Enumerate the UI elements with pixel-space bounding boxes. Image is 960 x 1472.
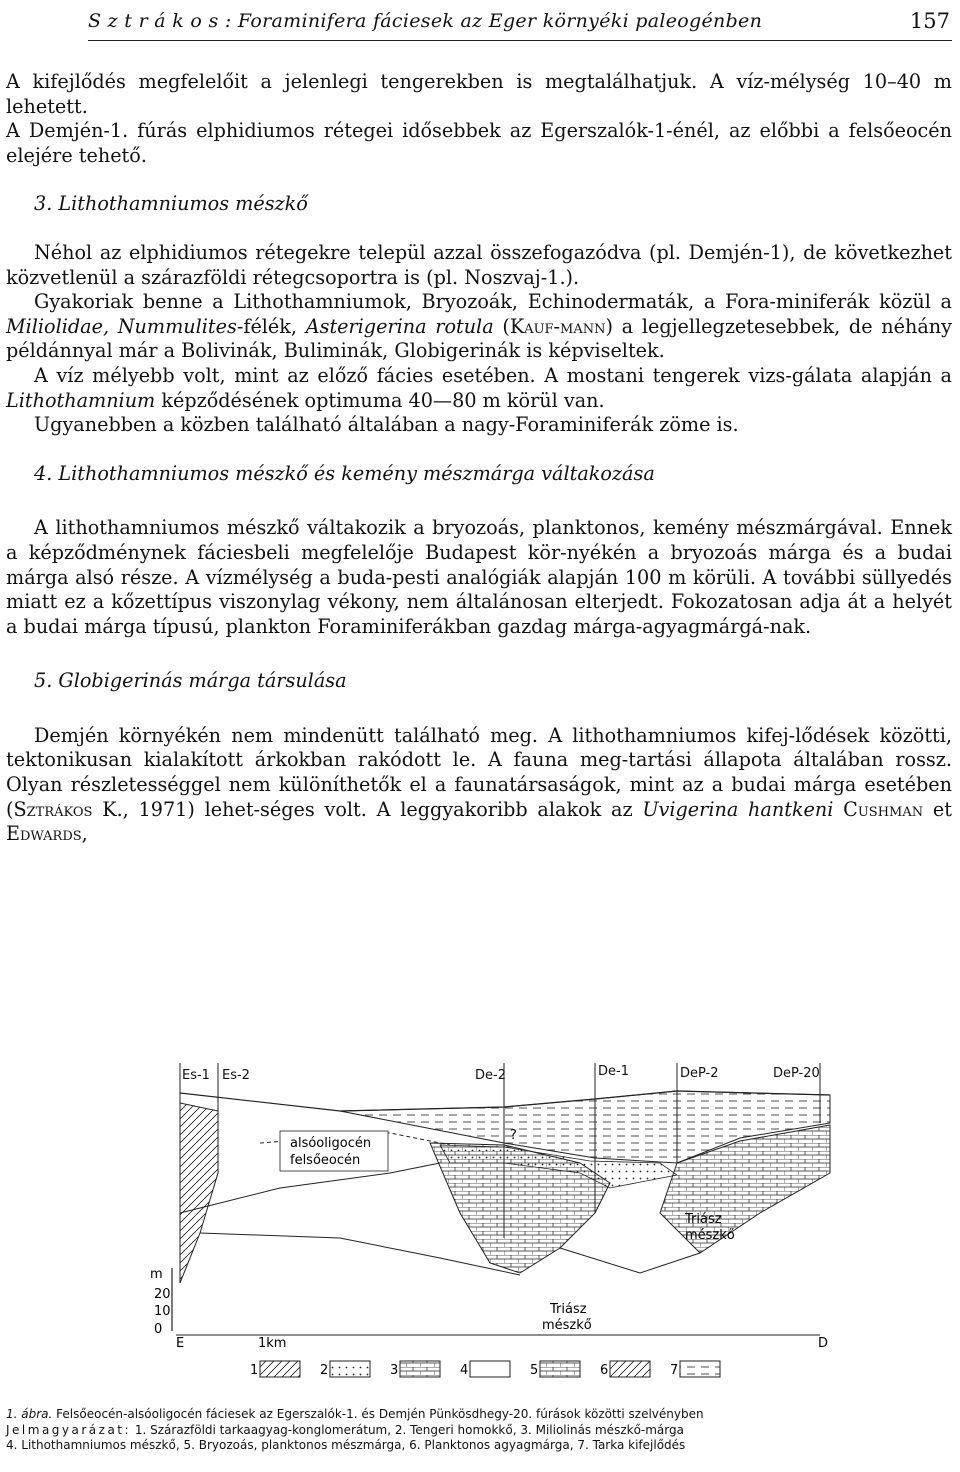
well-label: Es-2 [222,1068,250,1083]
well-label: De-1 [598,1064,629,1079]
body-text [6,70,952,847]
paragraph: Gyakoriak benne a Lithothamniumok, Bryozoák, Echinodermaták, a Fora-miniferák közül a Miliolidae, Nummulites-félék, Asterigerina rotula (Kauf-mann) a legjellegzetesebbek, de néhány példánnyal már a Bolivinák, Buliminák, Globigerinák is képviseltek. [6,290,952,363]
scale-value: 0 [154,1322,163,1337]
well-label: DeP-2 [680,1066,719,1081]
well-label: Es-1 [182,1068,210,1083]
geologic-cross-section-figure [140,1063,840,1383]
scale-bar-label: 1km [258,1336,287,1351]
section-heading: 4. Lithothamniumos mészkő és kemény mészmárga váltakozása [34,461,655,485]
figure-legend [250,1361,720,1378]
well-label: De-2 [475,1068,506,1083]
upper-eocene-label: felsőeocén [290,1153,361,1168]
svg-text:1: 1 [250,1363,259,1378]
figure-caption: 1. ábra. Felsőeocén-alsóoligocén fáciesek az Egerszalók-1. és Demjén Pünkösdhegy-20. fúrások közötti szelvényben Jelmagyarázat: 1. Szárazföldi tarkaagyag-konglomerátum, 2. Tengeri homokkő, 3. Miliolinás mészkő-márga 4. Lithothamniumos mészkő, 5. Bryozoás, planktonos mészmárga, 6. Planktonos agyagmárga, 7. Tarka kifejlődés [6,1407,704,1452]
legend-label: Jelmagyarázat: [6,1422,132,1437]
scale-value: 10 [154,1304,171,1319]
direction-label: E [176,1336,185,1351]
figure-number: 1. ábra. [6,1407,53,1421]
paragraph: A Demjén-1. fúrás elphidiumos rétegei idősebbek az Egerszalók-1-énél, az előbbi a felsőeocén elejére tehető. [6,119,952,167]
triassic-label: Triász [685,1212,722,1227]
cross-section-svg [140,1063,840,1383]
page-number: 157 [909,9,950,33]
svg-text:4: 4 [460,1363,469,1378]
paragraph: Ugyanebben a közben található általában a nagy-Foraminiferák zöme is. [34,413,739,437]
paragraph: A kifejlődés megfelelőit a jelenlegi tengerekben is megtalálhatjuk. A víz-mélység 10–40 m lehetett. [6,70,952,118]
svg-text:6: 6 [600,1363,609,1378]
limestone-label: mészkő [685,1228,735,1243]
section-heading: 3. Lithothamniumos mészkő [34,192,308,216]
lower-oligocene-label: alsóoligocén [290,1136,372,1151]
question-mark: ? [510,1128,517,1143]
svg-text:5: 5 [530,1363,539,1378]
direction-label: D [818,1336,829,1351]
running-head: S z t r á k o s : Foraminifera fáciesek az Eger környéki paleogénben [88,10,763,32]
svg-text:2: 2 [320,1363,329,1378]
svg-text:7: 7 [670,1363,679,1378]
scale-unit: m [150,1267,163,1282]
paragraph: A víz mélyebb volt, mint az előző fácies esetében. A mostani tengerek vizs-gálata alapján a Lithothamnium képződésének optimuma 40—80 m körül van. [6,363,952,412]
scale-value: 20 [154,1287,171,1302]
paragraph: Demjén környékén nem mindenütt található meg. A lithothamniumos kifej-lődések közötti, tektonikusan kialakított árkokban rakódott le. A fauna meg-tartási állapota általában rossz. Olyan részletességgel nem különíthetők el a faunatársaságok, mint az a budai márga esetében (Sztrákos K., 1971) lehet-séges volt. A leggyakoribb alakok az Uvigerina hantkeni Cushman et Edwards, [6,723,952,846]
running-header [88,6,952,41]
paragraph: Néhol az elphidiumos rétegekre települ azzal összefogazódva (pl. Demjén-1), de következhet közvetlenül a szárazföldi rétegcsoportra is (pl. Noszvaj-1.). [6,240,952,289]
triassic-label: Triász [550,1302,587,1317]
section-heading: 5. Globigerinás márga társulása [34,669,347,693]
limestone-label: mészkő [542,1318,592,1333]
well-label: DeP-20 [773,1066,820,1081]
svg-text:3: 3 [390,1363,399,1378]
paragraph: A lithothamniumos mészkő váltakozik a bryozoás, planktonos, kemény mészmárgával. Ennek a képződménynek fáciesbeli megfelelője Budapest kör-nyékén a bryozoás márga és a budai márga alsó része. A vízmélység a buda-pesti analógiák alapján 100 m körüli. A további süllyedés miatt ez a kőzettípus viszonylag vékony, nem általánosan elterjedt. Fokozatosan adja át a helyét a budai márga típusú, plankton Foraminiferákban gazdag márga-agyagmárgá-nak. [6,516,952,638]
